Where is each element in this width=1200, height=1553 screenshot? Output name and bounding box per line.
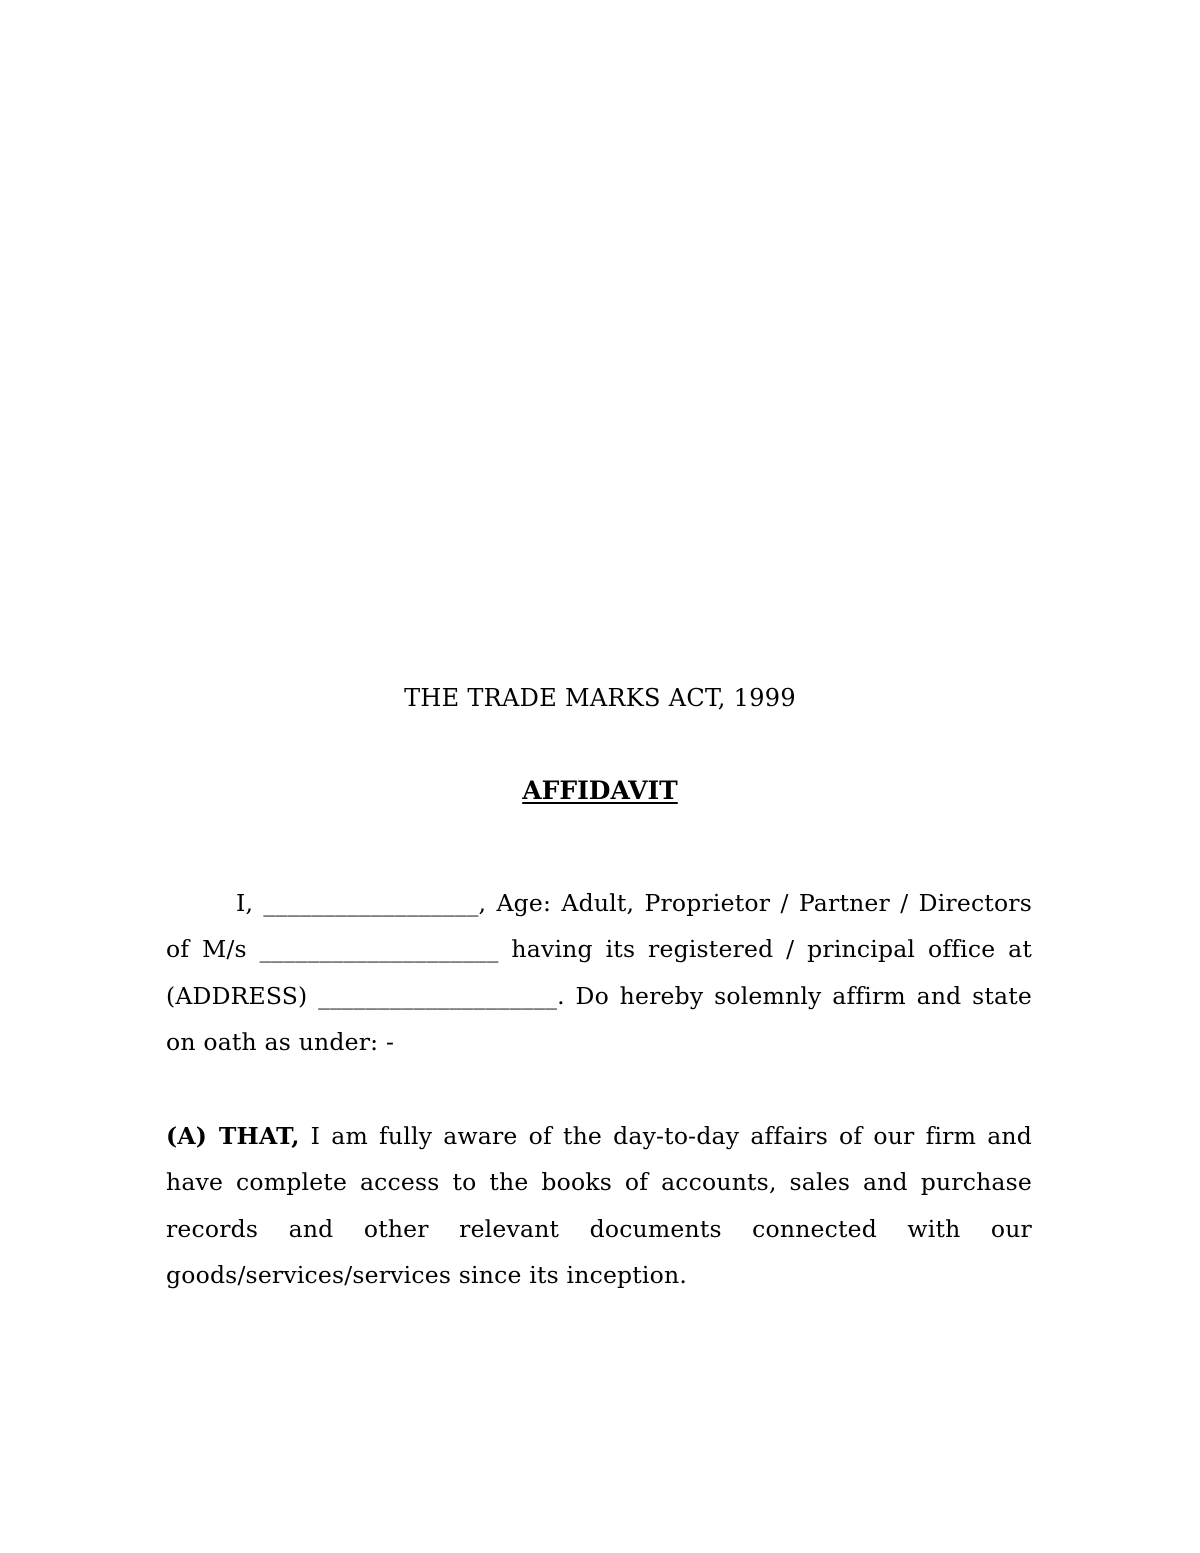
clause-a-text: I am fully aware of the day-to-day affairs of our firm and have complete access to the books of accounts, sales and purchase records and other relevant documents connected with our goods/services/services since its inception.: [166, 1121, 1032, 1289]
clause-a-paragraph: [166, 1113, 1032, 1299]
affidavit-heading: AFFIDAVIT: [522, 776, 678, 805]
intro-paragraph: I, __________________, Age: Adult, Proprietor / Partner / Directors of M/s ____________________ having its registered / principal office at (ADDRESS) ____________________. Do hereby solemnly affirm and state on oath as under: -: [166, 888, 1032, 1056]
clause-a-label: (A) THAT,: [166, 1121, 300, 1150]
act-title: THE TRADE MARKS ACT, 1999: [404, 684, 796, 712]
